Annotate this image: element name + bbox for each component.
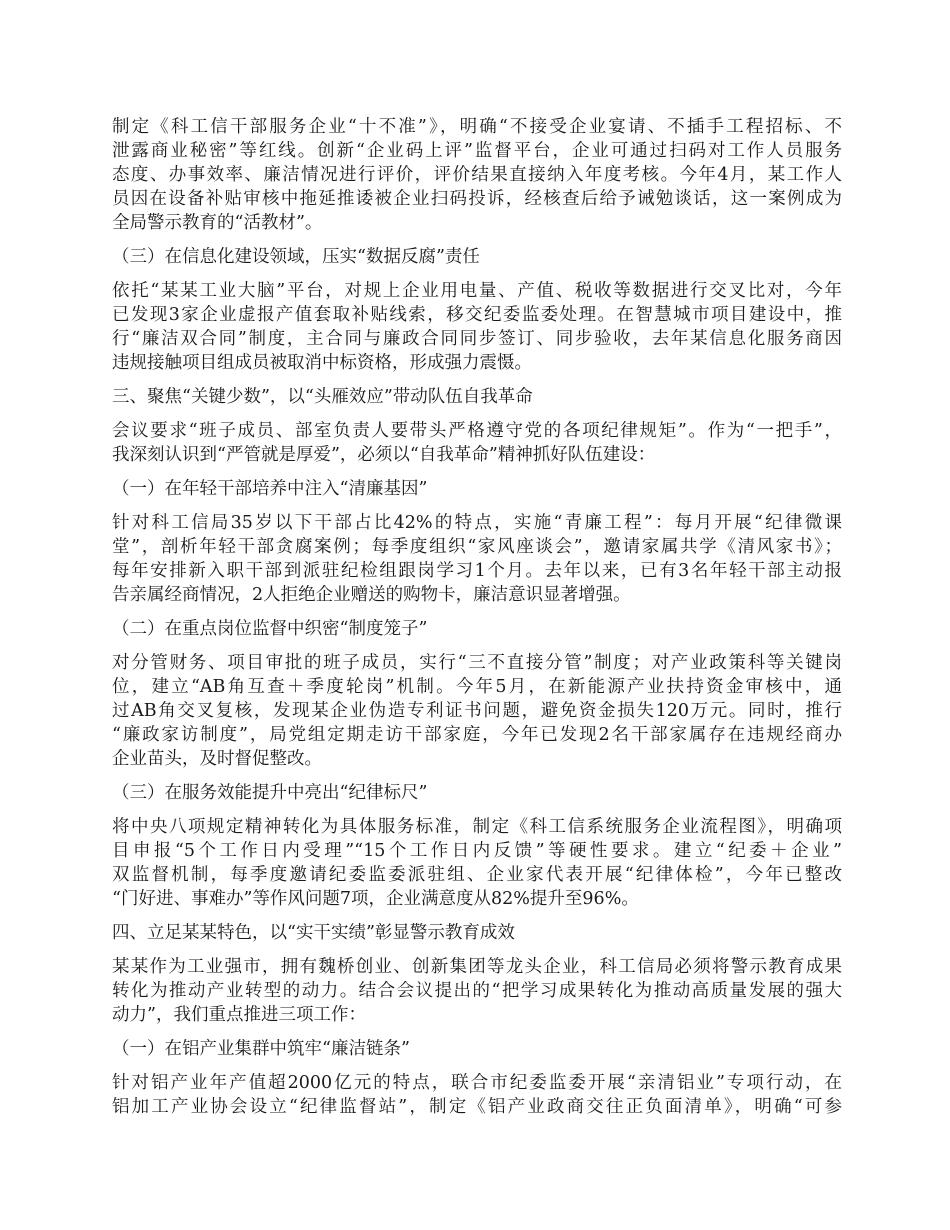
text-line: 已发现3家企业虚报产值套取补贴线索，移交纪委监委处理。在智慧城市项目建设中，推 xyxy=(112,305,842,325)
section-heading xyxy=(112,245,842,269)
text-line: 员因在设备补贴审核中拖延推诿被企业扫码投诉，经核查后给予诫勉谈话，这一案例成为 xyxy=(112,189,842,209)
text-line: 告亲属经商情况，2人拒绝企业赠送的购物卡，廉洁意识显著增强。 xyxy=(112,585,631,605)
section-heading xyxy=(112,921,842,945)
section-heading xyxy=(112,781,842,805)
text-line: 四、立足某某特色，以“实干实绩”彰显警示教育成效 xyxy=(112,923,515,943)
text-line: 每年安排新入职干部到派驻纪检组跟岗学习1个月。去年以来，已有3名年轻干部主动报 xyxy=(112,561,842,581)
body-paragraph xyxy=(112,955,842,1027)
text-line: “廉政家访制度”，局党组定期走访干部家庭，今年已发现2名干部家属存在违规经商办 xyxy=(112,725,842,745)
text-line: 堂”，剖析年轻干部贪腐案例；每季度组织“家风座谈会”，邀请家属共学《清风家书》； xyxy=(112,537,842,557)
text-line: 会议要求“班子成员、部室负责人要带头严格遵守党的各项纪律规矩”。作为“一把手”， xyxy=(112,421,842,441)
body-paragraph xyxy=(112,1071,842,1119)
text-line: （一）在年轻干部培养中注入“清廉基因” xyxy=(112,479,428,499)
text-line: 某某作为工业强市，拥有魏桥创业、创新集团等龙头企业，科工信局必须将警示教育成果 xyxy=(112,957,842,977)
section-heading xyxy=(112,385,842,409)
text-line: （一）在铝产业集群中筑牢“廉洁链条” xyxy=(112,1039,410,1059)
text-line: 行“廉洁双合同”制度，主合同与廉政合同同步签订、同步验收，去年某信息化服务商因 xyxy=(112,329,842,349)
text-line: 违规接触项目组成员被取消中标资格，形成强力震慑。 xyxy=(112,353,532,373)
text-line: （三）在服务效能提升中亮出“纪律标尺” xyxy=(112,783,428,803)
section-heading xyxy=(112,477,842,501)
text-line: 动力”，我们重点推进三项工作： xyxy=(112,1005,366,1025)
body-paragraph xyxy=(112,651,842,771)
text-line: 依托“某某工业大脑”平台，对规上企业用电量、产值、税收等数据进行交叉比对，今年 xyxy=(112,281,842,301)
text-line: 将中央八项规定精神转化为具体服务标准，制定《科工信系统服务企业流程图》，明确项 xyxy=(112,817,842,837)
section-heading xyxy=(112,617,842,641)
text-line: 企业苗头，及时督促整改。 xyxy=(112,749,322,769)
body-paragraph xyxy=(112,511,842,607)
text-line: 制定《科工信干部服务企业“十不准”》，明确“不接受企业宴请、不插手工程招标、不 xyxy=(112,117,842,137)
document-body xyxy=(112,115,842,1129)
text-line: 泄露商业秘密”等红线。创新“企业码上评”监督平台，企业可通过扫码对工作人员服务 xyxy=(112,141,842,161)
text-line: “门好进、事难办”等作风问题7项，企业满意度从82%提升至96%。 xyxy=(112,889,639,909)
body-paragraph xyxy=(112,115,842,235)
text-line: 双监督机制，每季度邀请纪委监委派驻组、企业家代表开展“纪律体检”，今年已整改 xyxy=(112,865,842,885)
text-line: 位，建立“AB角互查＋季度轮岗”机制。今年5月，在新能源产业扶持资金审核中，通 xyxy=(112,677,842,697)
section-heading xyxy=(112,1037,842,1061)
text-line: 针对科工信局35岁以下干部占比42%的特点，实施“青廉工程”：每月开展“纪律微课 xyxy=(112,513,842,533)
text-line: （二）在重点岗位监督中织密“制度笼子” xyxy=(112,619,428,639)
body-paragraph xyxy=(112,279,842,375)
text-line: 转化为推动产业转型的动力。结合会议提出的“把学习成果转化为推动高质量发展的强大 xyxy=(112,981,842,1001)
text-line: 针对铝产业年产值超2000亿元的特点，联合市纪委监委开展“亲清铝业”专项行动，在 xyxy=(112,1073,842,1093)
text-line: 全局警示教育的“活教材”。 xyxy=(112,213,323,233)
text-line: 铝加工产业协会设立“纪律监督站”，制定《铝产业政商交往正负面清单》，明确“可参 xyxy=(112,1097,842,1117)
text-line: 过AB角交叉复核，发现某企业伪造专利证书问题，避免资金损失120万元。同时，推行 xyxy=(112,701,842,721)
text-line: 目申报“5个工作日内受理”“15个工作日内反馈”等硬性要求。建立“纪委＋企业” xyxy=(112,841,842,861)
text-line: 态度、办事效率、廉洁情况进行评价，评价结果直接纳入年度考核。今年4月，某工作人 xyxy=(112,165,842,185)
text-line: 对分管财务、项目审批的班子成员，实行“三不直接分管”制度；对产业政策科等关键岗 xyxy=(112,653,842,673)
text-line: 三、聚焦“关键少数”，以“头雁效应”带动队伍自我革命 xyxy=(112,387,533,407)
text-line: （三）在信息化建设领域，压实“数据反腐”责任 xyxy=(112,247,480,267)
body-paragraph xyxy=(112,419,842,467)
body-paragraph xyxy=(112,815,842,911)
text-line: 我深刻认识到“严管就是厚爱”，必须以“自我革命”精神抓好队伍建设： xyxy=(112,445,656,465)
